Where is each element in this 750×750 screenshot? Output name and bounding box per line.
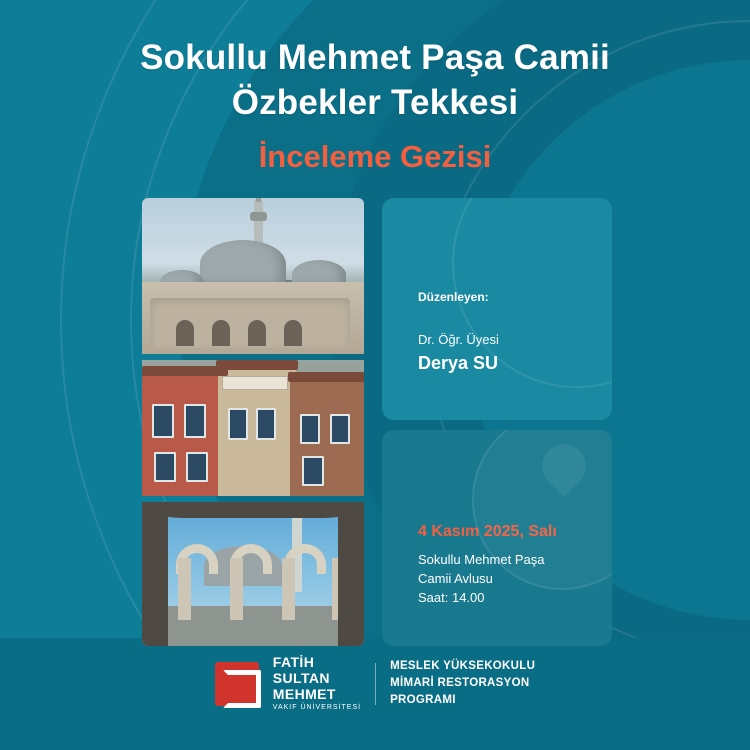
window-6 (330, 414, 350, 444)
logo-line-1: FATİH (272, 654, 315, 671)
eave-2 (216, 360, 298, 370)
photo-column (142, 198, 364, 646)
arcade-column-2 (230, 558, 243, 620)
university-logo-icon (215, 662, 259, 706)
department-line-1: MESLEK YÜKSEKOKULU (390, 659, 536, 672)
courtyard-frame-right (338, 502, 364, 646)
poster-content (142, 198, 612, 646)
mosque-courtyard-photo (142, 502, 364, 646)
details-card (382, 430, 612, 646)
window-1 (152, 404, 174, 438)
photo-arch-4 (284, 320, 302, 346)
photo-arch-1 (176, 320, 194, 346)
logo-line-3: MEHMET (272, 685, 336, 702)
eave-3 (288, 372, 364, 382)
house-sign (222, 376, 288, 390)
department-line-2: MİMARİ RESTORASYON (390, 676, 530, 689)
university-logo-text (273, 655, 361, 712)
ottoman-houses-photo (142, 360, 364, 496)
logo-line-4: VAKIF ÜNİVERSİTESİ (272, 704, 362, 712)
footer-divider (375, 663, 376, 705)
department-line-3: PROGRAMI (390, 694, 456, 707)
window-9 (302, 456, 324, 486)
event-time: Saat: 14.00 (418, 590, 485, 606)
photo-arch-2 (212, 320, 230, 346)
organizer-label: Düzenleyen: (418, 290, 489, 304)
organizer-title: Dr. Öğr. Üyesi (418, 332, 499, 347)
logo-line-2: SULTAN (272, 669, 330, 686)
courtyard-arcade (142, 550, 364, 620)
mosque-exterior-photo (142, 198, 364, 354)
courtyard-frame-top (142, 502, 364, 518)
arcade-column-3 (282, 558, 295, 620)
page-subtitle: İnceleme Gezisi (258, 138, 492, 174)
window-3 (228, 408, 248, 440)
event-venue-line-1: Sokullu Mehmet Paşa (418, 552, 545, 568)
window-4 (256, 408, 276, 440)
poster-header (0, 36, 750, 175)
event-date: 4 Kasım 2025, Salı (418, 523, 557, 541)
event-venue-line-2: Camii Avlusu (418, 571, 493, 587)
organizer-name: Derya SU (418, 353, 499, 373)
poster-footer (0, 655, 750, 712)
window-7 (154, 452, 176, 482)
window-5 (300, 414, 320, 444)
arcade-column-1 (178, 558, 191, 620)
page-title-line-2: Özbekler Tekkesi (231, 82, 519, 122)
department-text (390, 658, 535, 710)
photo-arch-3 (248, 320, 266, 346)
window-8 (186, 452, 208, 482)
window-2 (184, 404, 206, 438)
organizer-card (382, 198, 612, 420)
info-column (382, 198, 612, 646)
page-title-line-1: Sokullu Mehmet Paşa Camii (140, 38, 610, 77)
courtyard-frame-left (142, 502, 168, 646)
